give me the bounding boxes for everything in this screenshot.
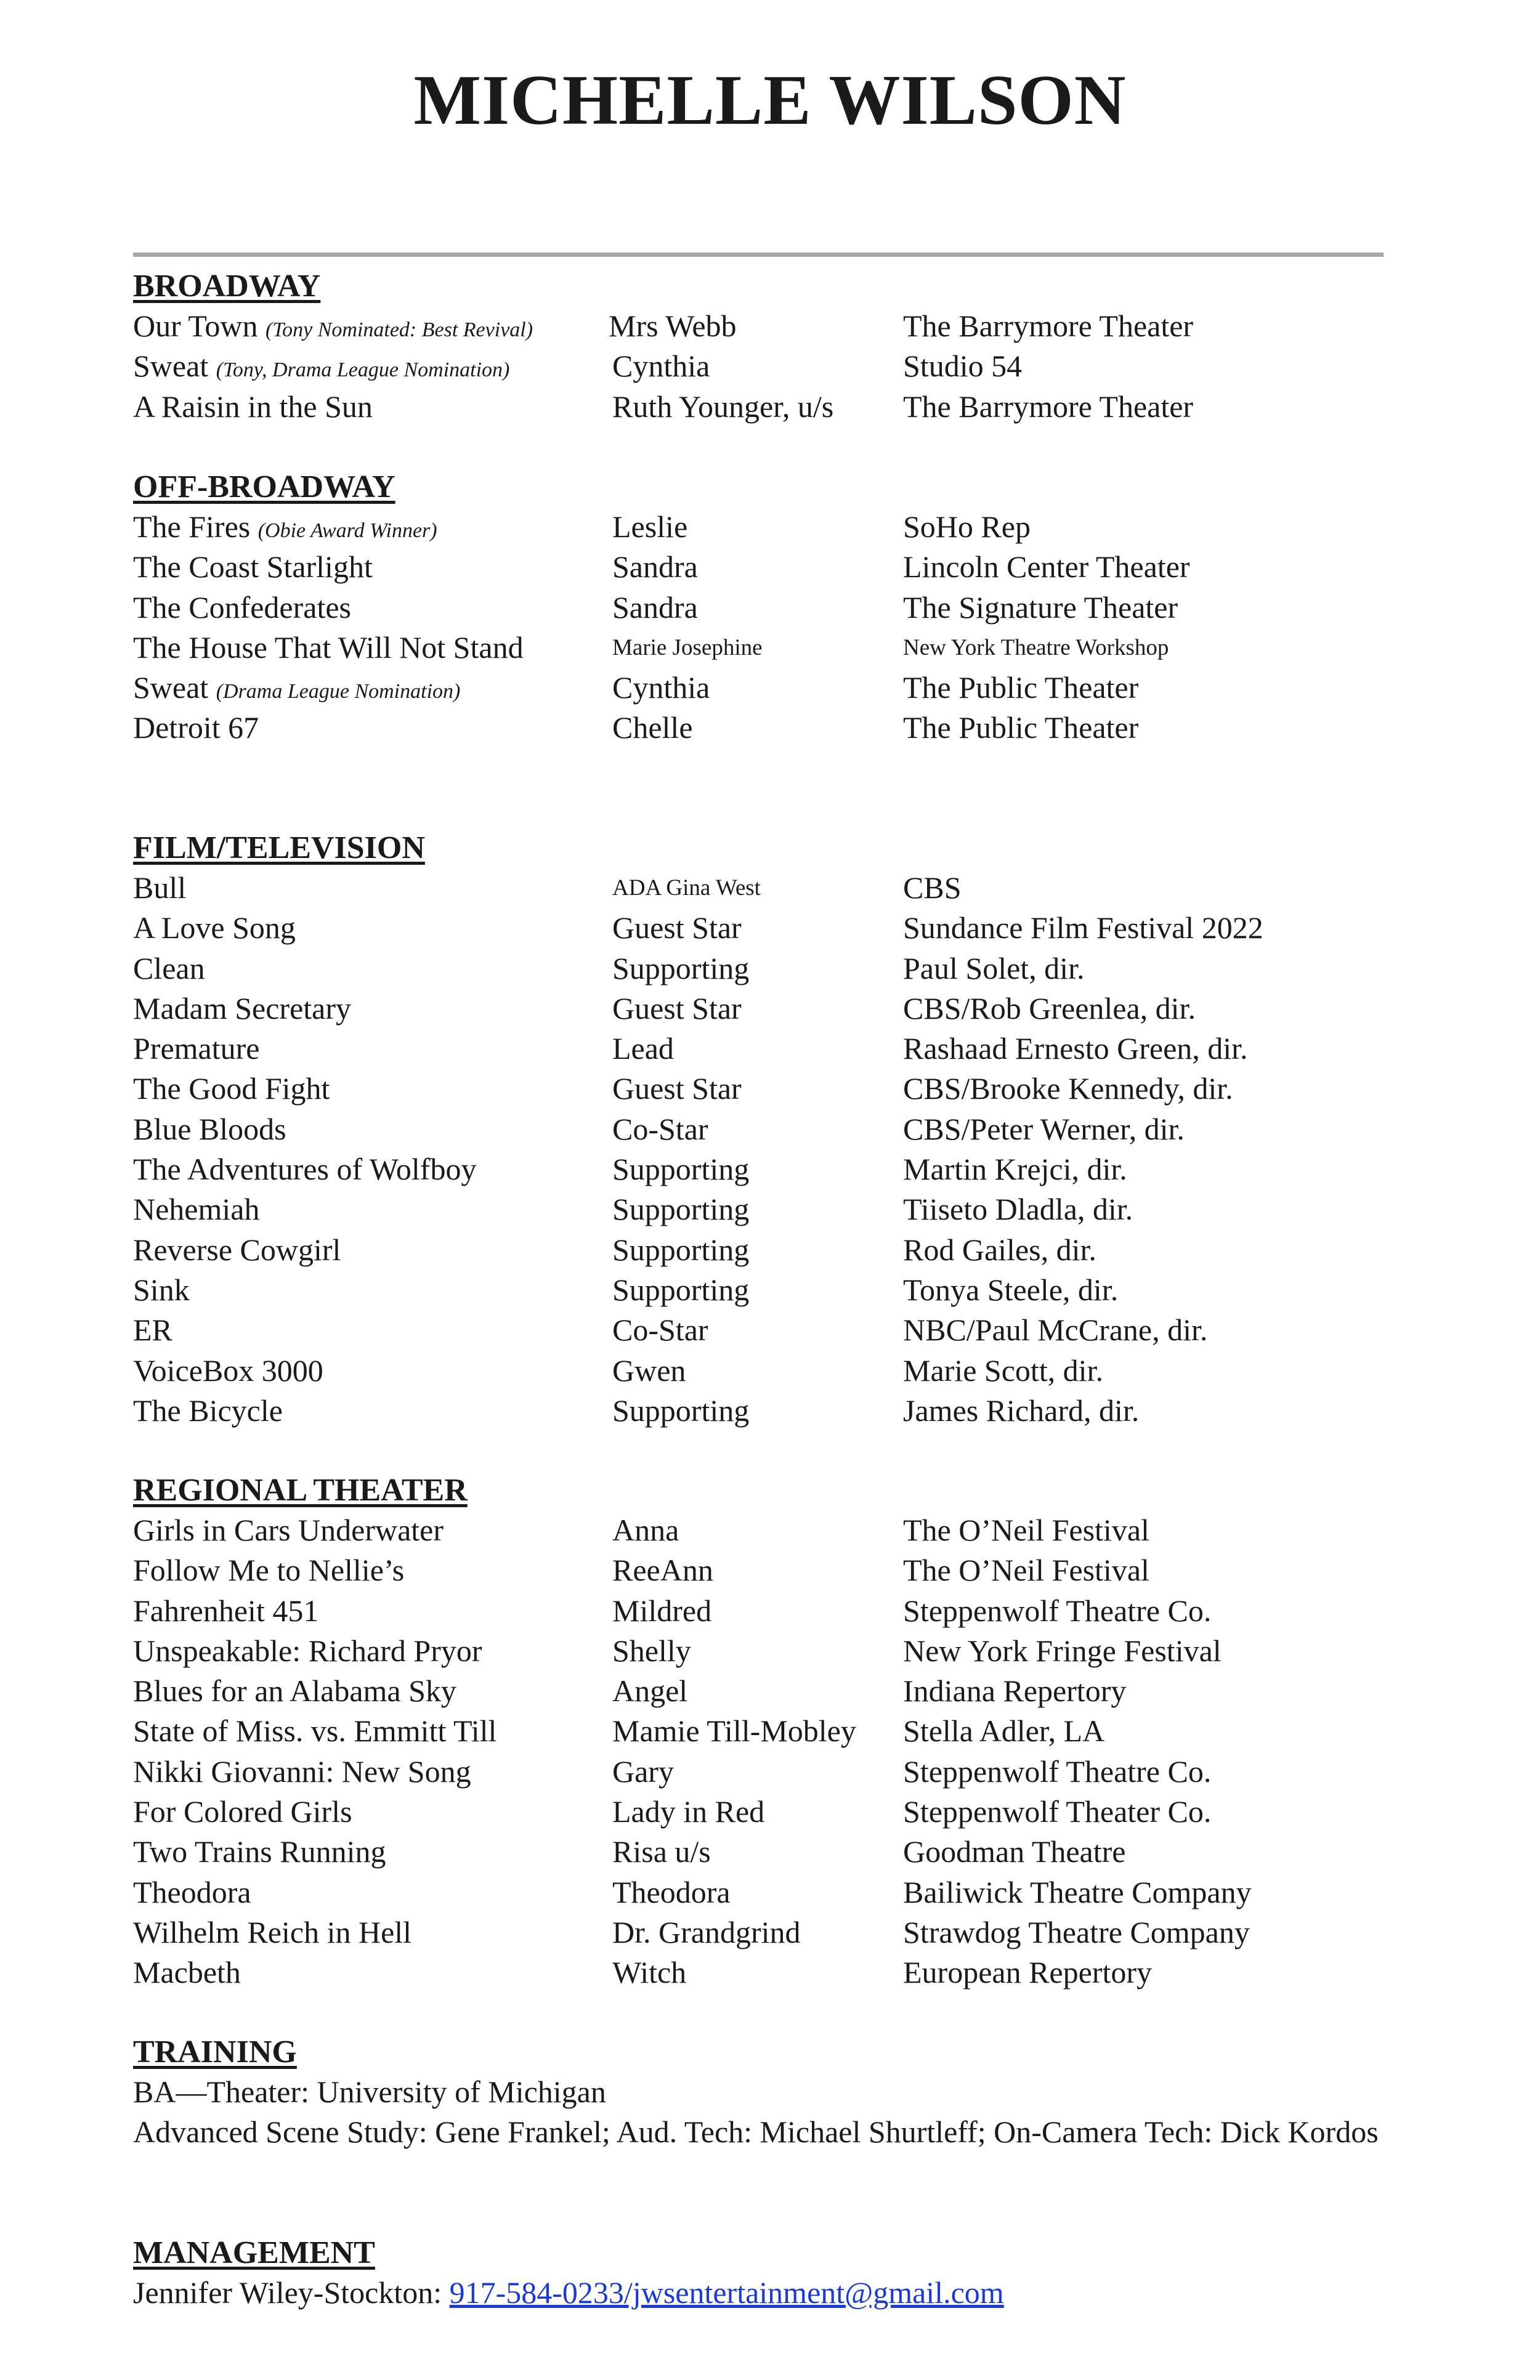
table-row: [133, 949, 1427, 989]
credit-venue: NBC/Paul McCrane, dir.: [903, 1313, 1208, 1348]
section-heading-regional: REGIONAL THEATER: [133, 1473, 468, 1508]
credit-venue: Indiana Repertory: [903, 1674, 1127, 1709]
credit-role: Mildred: [612, 1593, 712, 1628]
credit-title: VoiceBox 3000: [133, 1353, 323, 1388]
table-row: [133, 1391, 1427, 1431]
credit-role: Lady in Red: [612, 1794, 765, 1829]
credit-title: The Fires (Obie Award Winner): [133, 509, 437, 544]
table-row: [133, 668, 1427, 708]
credit-role: Guest Star: [612, 910, 742, 945]
credit-title: ER: [133, 1313, 172, 1348]
off-broadway-section: [133, 467, 1427, 748]
credit-title: The Confederates: [133, 589, 352, 625]
table-row: [133, 1149, 1427, 1189]
credit-title: The Good Fight: [133, 1071, 330, 1106]
table-row: [133, 346, 1427, 386]
credit-venue: European Repertory: [903, 1955, 1153, 1990]
credit-role: ReeAnn: [612, 1553, 713, 1588]
credit-role: Supporting: [612, 1272, 750, 1307]
table-row: [133, 507, 1427, 547]
credit-venue: Rod Gailes, dir.: [903, 1232, 1096, 1267]
credit-venue: Sundance Film Festival 2022: [903, 910, 1263, 945]
credit-title: The Adventures of Wolfboy: [133, 1152, 477, 1187]
credit-venue: CBS: [903, 870, 962, 905]
credit-title: Bull: [133, 870, 187, 905]
section-heading-broadway: BROADWAY: [133, 269, 321, 304]
management-contact-name: Jennifer Wiley-Stockton:: [133, 2275, 450, 2310]
credit-venue: Paul Solet, dir.: [903, 950, 1085, 986]
credit-role: Mamie Till-Mobley: [612, 1714, 856, 1749]
table-row: [133, 1912, 1427, 1953]
credit-title: For Colored Girls: [133, 1794, 352, 1829]
credit-venue: CBS/Peter Werner, dir.: [903, 1111, 1185, 1146]
table-row: [133, 1510, 1427, 1550]
table-row: [133, 387, 1427, 427]
table-row: [133, 1351, 1427, 1391]
credit-title: Sweat (Drama League Nomination): [133, 670, 461, 705]
credit-role: Cynthia: [612, 670, 710, 705]
credit-role: Supporting: [612, 1232, 750, 1267]
credit-role: ADA Gina West: [612, 875, 761, 901]
credit-role: Supporting: [612, 1192, 750, 1227]
table-row: [133, 1752, 1427, 1792]
table-row: [133, 628, 1427, 668]
table-row: [133, 1029, 1427, 1069]
credit-role: Anna: [612, 1513, 679, 1547]
credit-title: Detroit 67: [133, 710, 259, 745]
table-row: [133, 1711, 1427, 1751]
credit-venue: CBS/Rob Greenlea, dir.: [903, 990, 1196, 1026]
credit-venue: Tiiseto Dladla, dir.: [903, 1192, 1133, 1227]
training-studies: Advanced Scene Study: Gene Frankel; Aud. Tech: Michael Shurtleff; On-Camera Tech: Dick Kordos: [133, 2115, 1379, 2150]
credit-title: Clean: [133, 950, 205, 986]
credit-role: Lead: [612, 1031, 674, 1066]
management-section: [133, 2233, 1427, 2313]
credit-venue: Strawdog Theatre Company: [903, 1914, 1250, 1949]
table-row: [133, 1109, 1427, 1149]
credit-role: Supporting: [612, 1152, 750, 1187]
broadway-section: [133, 266, 1427, 427]
credit-title: Blues for an Alabama Sky: [133, 1674, 456, 1709]
credit-title: Follow Me to Nellie’s: [133, 1553, 405, 1588]
credit-title: Our Town (Tony Nominated: Best Revival): [133, 309, 533, 343]
section-heading-management: MANAGEMENT: [133, 2235, 375, 2270]
section-heading-off-broadway: OFF-BROADWAY: [133, 469, 395, 504]
credit-role: Shelly: [612, 1633, 691, 1668]
credit-role: Guest Star: [612, 990, 742, 1026]
film-tv-section: [133, 828, 1427, 1431]
table-row: [133, 1832, 1427, 1872]
credit-title: The Bicycle: [133, 1393, 283, 1428]
credit-role: Chelle: [612, 710, 693, 745]
table-row: [133, 588, 1427, 628]
table-row: [133, 1671, 1427, 1711]
table-row: [133, 1069, 1427, 1109]
credit-role: Co-Star: [612, 1111, 708, 1146]
table-row: [133, 1591, 1427, 1631]
credit-title: Unspeakable: Richard Pryor: [133, 1633, 482, 1668]
credit-title: Two Trains Running: [133, 1834, 386, 1869]
credit-role: Guest Star: [612, 1071, 742, 1106]
credit-venue: The Public Theater: [903, 710, 1139, 745]
credit-role: Angel: [612, 1674, 688, 1709]
table-row: [133, 868, 1427, 908]
credit-venue: Tonya Steele, dir.: [903, 1272, 1119, 1307]
section-heading-training: TRAINING: [133, 2034, 297, 2070]
credit-role: Cynthia: [612, 349, 710, 384]
table-row: [133, 708, 1427, 748]
credit-venue: Rashaad Ernesto Green, dir.: [903, 1031, 1248, 1066]
credit-title: Theodora: [133, 1874, 251, 1909]
credit-title: A Love Song: [133, 910, 296, 945]
credit-role: Risa u/s: [612, 1834, 711, 1869]
table-row: [133, 1872, 1427, 1912]
table-row: [133, 1270, 1427, 1310]
credit-title: The House That Will Not Stand: [133, 629, 524, 665]
credit-venue: The O’Neil Festival: [903, 1553, 1149, 1588]
table-row: [133, 1310, 1427, 1350]
credit-venue: Steppenwolf Theater Co.: [903, 1794, 1212, 1829]
regional-theater-section: [133, 1470, 1427, 1993]
credit-venue: Bailiwick Theatre Company: [903, 1874, 1252, 1909]
credit-title: State of Miss. vs. Emmitt Till: [133, 1714, 497, 1749]
credit-venue: Studio 54: [903, 349, 1023, 384]
credit-venue: New York Theatre Workshop: [903, 634, 1169, 660]
credit-role: Theodora: [612, 1874, 731, 1909]
credit-role: Marie Josephine: [612, 634, 763, 660]
credit-title: Nehemiah: [133, 1192, 260, 1227]
credit-title: Sink: [133, 1272, 190, 1307]
credit-role: Dr. Grandgrind: [612, 1914, 801, 1949]
credit-venue: The Signature Theater: [903, 589, 1178, 625]
credit-title: Fahrenheit 451: [133, 1593, 319, 1628]
credit-venue: CBS/Brooke Kennedy, dir.: [903, 1071, 1233, 1106]
credit-venue: The Barrymore Theater: [903, 309, 1194, 343]
credit-title: Macbeth: [133, 1955, 241, 1990]
credit-title: Nikki Giovanni: New Song: [133, 1754, 471, 1789]
credit-role: Sandra: [612, 549, 698, 585]
credit-title: Premature: [133, 1031, 260, 1066]
management-contact: [133, 2273, 1384, 2313]
credit-title: The Coast Starlight: [133, 549, 373, 585]
credit-role: Ruth Younger, u/s: [612, 389, 834, 424]
credit-venue: SoHo Rep: [903, 509, 1031, 544]
credit-role: Supporting: [612, 1393, 750, 1428]
table-row: [133, 989, 1427, 1029]
table-row: [133, 306, 1427, 346]
credit-title: Girls in Cars Underwater: [133, 1513, 444, 1547]
table-row: [133, 908, 1427, 948]
credit-venue: The O’Neil Festival: [903, 1513, 1149, 1547]
section-heading-film-tv: FILM/TELEVISION: [133, 830, 425, 865]
credit-role: Co-Star: [612, 1313, 708, 1348]
credit-title: Blue Bloods: [133, 1111, 286, 1146]
credit-venue: New York Fringe Festival: [903, 1633, 1222, 1668]
credit-title: A Raisin in the Sun: [133, 389, 373, 424]
credit-role: Gary: [612, 1754, 674, 1789]
credit-role: Sandra: [612, 589, 698, 625]
credit-venue: The Barrymore Theater: [903, 389, 1194, 424]
credit-title: Madam Secretary: [133, 990, 352, 1026]
table-row: [133, 1631, 1427, 1671]
credit-title: Sweat (Tony, Drama League Nomination): [133, 349, 510, 384]
header-divider: [133, 253, 1384, 257]
credit-venue: The Public Theater: [903, 670, 1139, 705]
table-row: [133, 547, 1427, 587]
credit-role: Supporting: [612, 950, 750, 986]
credit-venue: Lincoln Center Theater: [903, 549, 1190, 585]
table-row: [133, 1792, 1427, 1832]
credit-role: Mrs Webb: [609, 309, 737, 343]
credit-venue: Martin Krejci, dir.: [903, 1152, 1127, 1187]
credit-venue: Steppenwolf Theatre Co.: [903, 1754, 1212, 1789]
training-section: [133, 2032, 1427, 2153]
table-row: [133, 1230, 1427, 1270]
credit-venue: Steppenwolf Theatre Co.: [903, 1593, 1212, 1628]
credit-venue: Goodman Theatre: [903, 1834, 1126, 1869]
contact-link[interactable]: 917-584-0233/jwsentertainment@gmail.com: [449, 2275, 1004, 2310]
credit-title: Reverse Cowgirl: [133, 1232, 341, 1267]
table-row: [133, 1189, 1427, 1229]
credit-venue: Stella Adler, LA: [903, 1714, 1105, 1749]
credit-venue: Marie Scott, dir.: [903, 1353, 1103, 1388]
credit-title: Wilhelm Reich in Hell: [133, 1914, 412, 1949]
table-row: [133, 1953, 1427, 1993]
credit-role: Gwen: [612, 1353, 686, 1388]
training-degree: BA—Theater: University of Michigan: [133, 2074, 606, 2109]
page-title: MICHELLE WILSON: [413, 61, 1127, 140]
credit-role: Witch: [612, 1955, 687, 1990]
credit-role: Leslie: [612, 509, 688, 544]
credit-venue: James Richard, dir.: [903, 1393, 1140, 1428]
table-row: [133, 1550, 1427, 1590]
